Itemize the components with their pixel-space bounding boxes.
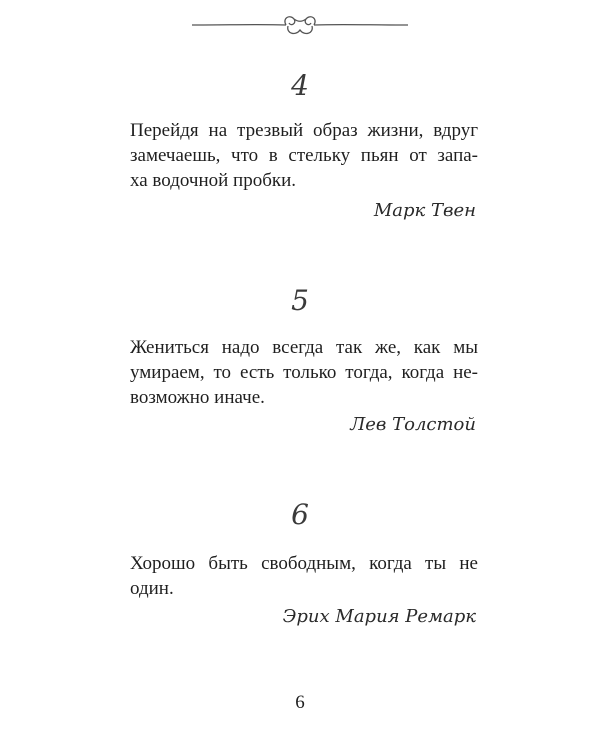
quote-line: умираем, то есть только тогда, когда не- — [130, 362, 478, 383]
scroll-flourish-icon — [190, 8, 410, 42]
quote-text — [130, 551, 478, 601]
quote-author: Эрих Мария Ремарк — [282, 606, 476, 627]
quote-line: возможно иначе. — [130, 387, 265, 408]
quote-line: один. — [130, 578, 174, 599]
quote-line: замечаешь, что в стельку пьян от запа- — [130, 145, 478, 166]
quote-author: Лев Толстой — [350, 414, 476, 435]
quote-author: Марк Твен — [373, 200, 476, 221]
quote-text — [130, 335, 478, 410]
quote-number: 6 — [291, 498, 309, 531]
quote-number: 4 — [291, 69, 309, 102]
quote-line: ха водочной пробки. — [130, 170, 297, 191]
quote-text — [130, 118, 478, 193]
quote-line: Жениться надо всегда так же, как мы — [130, 337, 478, 358]
page-number: 6 — [295, 692, 305, 713]
quote-number: 5 — [291, 284, 309, 317]
quote-line: Перейдя на трезвый образ жизни, вдруг — [130, 120, 478, 141]
quote-line: Хорошо быть свободным, когда ты не — [130, 553, 478, 574]
